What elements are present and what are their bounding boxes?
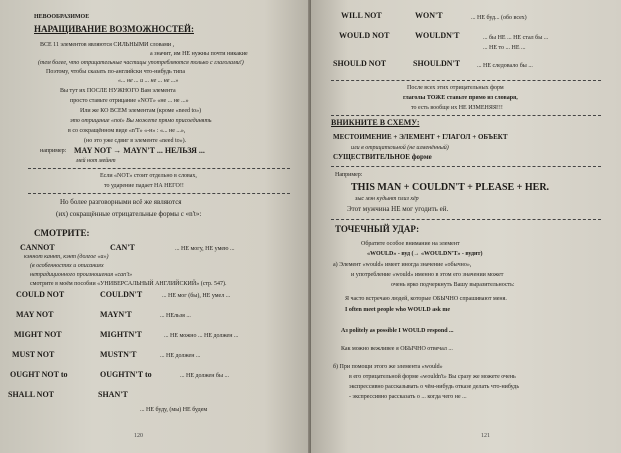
form-full: OUGHT NOT to	[10, 370, 68, 379]
divider	[331, 166, 601, 167]
form-gloss: ... НЕ то ... НЕ ...	[483, 45, 526, 51]
body-line: Аз politely as possible I WOULD respond ...	[341, 328, 454, 334]
intro-line: в со сокращённом виде «n'T» «-н» : «... не ...»,	[68, 128, 186, 134]
divider	[331, 115, 601, 116]
example-translation: Этот мужчина НЕ мог угодить ей.	[347, 205, 449, 213]
body-line: очень ярко подчеркнуть Вашу выразительность:	[391, 282, 515, 288]
divider	[28, 168, 290, 169]
scheme-line: МЕСТОИМЕНИЕ + ЭЛЕМЕНТ + ГЛАГОЛ + ОБЪЕКТ	[333, 133, 508, 141]
body-line: Как можно вежливее я ОБЫЧНО отвечал ...	[341, 346, 453, 352]
intro-line: (тем более, что отрицательные частицы употребляются только с глаголами!)	[38, 60, 244, 66]
section-heading: ТОЧЕЧНЫЙ УДАР:	[335, 224, 420, 234]
form-short: CAN'T	[110, 243, 135, 252]
form-gloss: ... бы НЕ ... НЕ стал бы ...	[483, 35, 549, 41]
form-short: WON'T	[415, 11, 443, 20]
divider	[331, 80, 601, 81]
form-full: SHALL NOT	[8, 390, 55, 399]
example-sentence: THIS MAN + COULDN'T + PLEASE + HER.	[351, 182, 550, 193]
after-note: После всех этих отрицательных форм	[407, 85, 504, 91]
body-line: б) При помощи этого же элемента «would»	[333, 364, 443, 370]
form-gloss: ... НЕ могу, НЕ умею ...	[175, 246, 235, 252]
divider	[331, 219, 601, 220]
section-heading: СМОТРИТЕ:	[34, 228, 90, 238]
right-page	[311, 0, 621, 453]
form-full: MAY NOT	[16, 310, 54, 319]
form-full: MUST NOT	[12, 350, 55, 359]
divider	[28, 193, 290, 194]
example-gloss: зыс мэн кудынт плиз хёр	[355, 196, 419, 202]
body-line: а) Элемент «would» имеет иногда значение «обычно»,	[333, 262, 472, 268]
body-line: в его отрицательной форме «wouldn't» Вы сразу же можете очень	[349, 374, 516, 380]
example-label: Например:	[335, 172, 363, 178]
form-full: MIGHT NOT	[14, 330, 62, 339]
form-full: WOULD NOT	[339, 31, 390, 40]
form-gloss: ... НЕ можно ... НЕ должен ...	[164, 333, 239, 339]
scheme-line: или в отрицательной (не изменённый)	[351, 145, 449, 151]
scheme-title: ВНИКНИТЕ В СХЕМУ:	[331, 118, 420, 127]
intro-line: это отрицание «not» Вы можете прямо присоединять	[70, 118, 212, 124]
example-line: MAY NOT → MAYN'T ... НЕЛЬЗЯ ...	[74, 146, 205, 155]
form-full: SHOULD NOT	[333, 59, 387, 68]
note-line: Но более разговорными всё же являются	[60, 198, 182, 206]
form-gloss: ... НЕ буд... (обо всех)	[471, 15, 527, 21]
form-gloss: ... НЕ должен ...	[160, 353, 201, 359]
form-gloss: ... НЕ следовало бы ...	[477, 63, 533, 69]
form-full: WILL NOT	[341, 11, 382, 20]
intro-line: Вы тут их ПОСЛЕ НУЖНОГО Вам элемента	[60, 88, 176, 94]
after-note: глаголы ТОЖЕ ставьте прямо из словаря,	[403, 95, 518, 101]
form-short: SHOULDN'T	[413, 59, 461, 68]
intro-line: Или же КО ВСЕМ элементам (кроме «need to»)	[80, 108, 202, 114]
body-line: и употребление «would» именно в этом его значении может	[351, 272, 504, 278]
left-header-title: НАРАЩИВАНИЕ ВОЗМОЖНОСТЕЙ:	[34, 24, 194, 34]
form-short: MUSTN'T	[100, 350, 137, 359]
form-gloss: кэннот каннт, кэнт (долгое «а»)	[24, 254, 109, 260]
page-number: 120	[134, 433, 143, 439]
form-short: MIGHTN'T	[100, 330, 142, 339]
intro-line: просто ставьте отрицание «NOT» «не ... не ...»	[70, 98, 189, 104]
note-line: то ударение падает НА НЕГО!!	[104, 183, 184, 189]
left-header-small: НЕВООБРАЗИМОЕ	[34, 14, 90, 20]
form-gloss: (в особенностях и описаниях	[30, 263, 104, 269]
body-line: «WOULD» - вуд (→ «WOULDN'T» - вуднт)	[367, 251, 483, 257]
form-short: SHAN'T	[98, 390, 128, 399]
form-gloss: смотрите в моём пособии «УНИВЕРСАЛЬНЫЙ АНГЛИЙСКИЙ» (стр. 547).	[30, 281, 227, 287]
form-short: WOULDN'T	[415, 31, 460, 40]
body-line: - экспрессивно рассказать о ... когда чего не ...	[349, 394, 467, 400]
intro-line: ВСЕ 11 элементов являются СИЛЬНЫМИ словами ,	[40, 42, 175, 48]
form-gloss: нетрадиционного произношения «can't»	[30, 272, 133, 278]
note-line: (их) сокращённые отрицательные формы с «n't»:	[56, 210, 202, 218]
example-gloss: мей нот мейнт	[76, 158, 116, 164]
body-line: I often meet people who WOULD ask me	[345, 307, 451, 313]
form-gloss: ... НЕ мог (бы), НЕ умел ...	[162, 293, 231, 299]
after-note: то есть вообще их НЕ ИЗМЕНЯЯ!!!	[411, 105, 503, 111]
body-line: Я часто встречаю людей, которые ОБЫЧНО спрашивают меня.	[345, 296, 507, 302]
note-line: Если «NOT» стоит отдельно в словах,	[100, 173, 197, 179]
example-label: например:	[40, 148, 67, 154]
form-full: CANNOT	[20, 243, 55, 252]
form-full: COULD NOT	[16, 290, 65, 299]
intro-line: «... не ... и ... не ... не ...»	[118, 78, 179, 84]
form-gloss: ... НЕ должен бы ...	[180, 373, 229, 379]
scheme-line: СУЩЕСТВИТЕЛЬНОЕ форме	[333, 153, 432, 161]
page-number: 121	[481, 433, 490, 439]
body-line: экспрессивно рассказывать о чём-нибудь отказе делать что-нибудь	[349, 384, 520, 390]
intro-line: Поэтому, чтобы сказать по-английски что-нибудь типа	[46, 69, 186, 75]
form-gloss: ... НЕльзя ...	[160, 313, 191, 319]
form-gloss: ... НЕ буду, (мы) НЕ будем	[140, 407, 208, 413]
form-short: COULDN'T	[100, 290, 143, 299]
intro-line: а значит, им НЕ нужны почти никакие	[150, 51, 248, 57]
form-short: MAYN'T	[100, 310, 132, 319]
form-short: OUGHTN'T to	[100, 370, 152, 379]
intro-line: (но это уже сдвиг в элементе «need to»).	[84, 138, 187, 144]
body-line: Обратите особое внимание на элемент	[361, 241, 460, 247]
